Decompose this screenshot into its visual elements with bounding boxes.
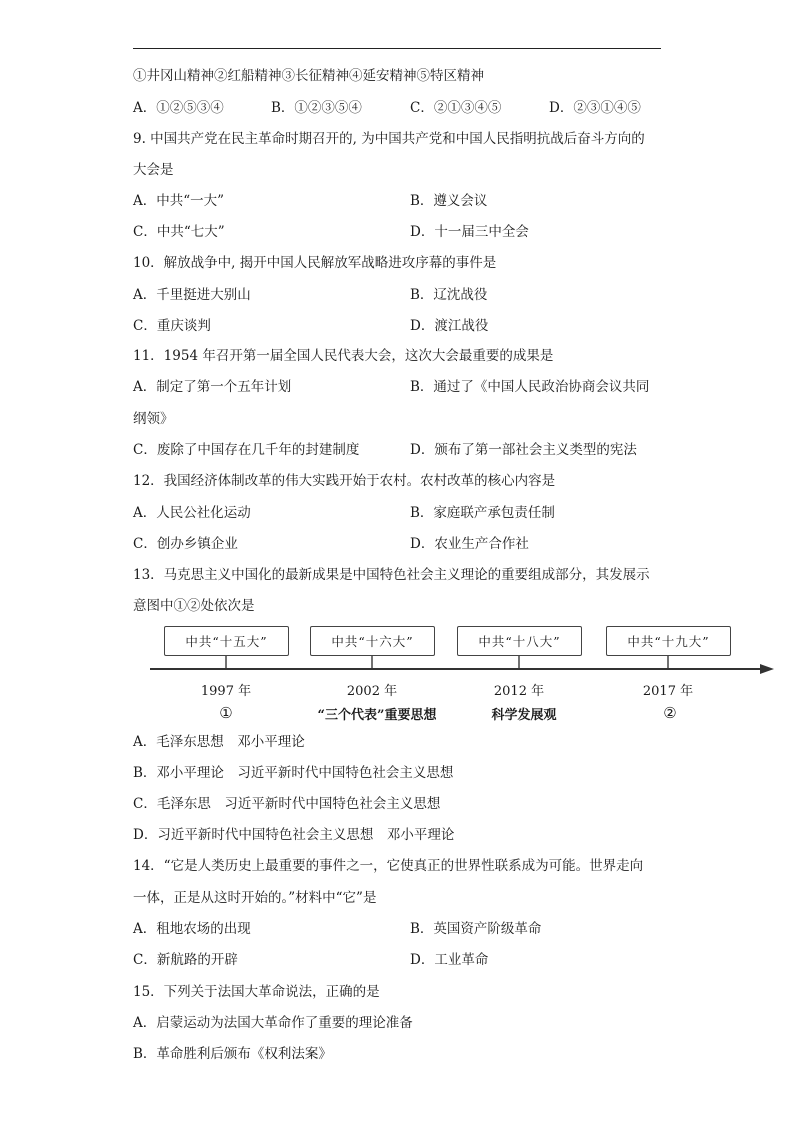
- q8-option-d[interactable]: D．②③①④⑤: [549, 100, 641, 116]
- q13-stem-line1: 13．马克思主义中国化的最新成果是中国特色社会主义理论的重要组成部分，其发展示: [133, 567, 650, 583]
- q11-option-b-line1[interactable]: B．通过了《中国人民政治协商会议共同: [410, 379, 650, 395]
- q13-option-c[interactable]: C．毛泽东思 习近平新时代中国特色社会主义思想: [133, 796, 441, 812]
- timeline-box-16th: 中共“十六大”: [310, 626, 435, 656]
- q12-option-b[interactable]: B．家庭联产承包责任制: [410, 505, 555, 521]
- q11-stem: 11．1954 年召开第一届全国人民代表大会，这次大会最重要的成果是: [133, 348, 554, 364]
- timeline-year-2012: 2012 年: [493, 684, 545, 699]
- q13-stem-line2: 意图中①②处依次是: [133, 598, 255, 614]
- q14-option-d[interactable]: D．工业革命: [410, 952, 489, 968]
- q14-stem-line1: 14．“它是人类历史上最重要的事件之一，它使真正的世界性联系成为可能。世界走向: [133, 858, 644, 874]
- timeline-box-15th: 中共“十五大”: [164, 626, 289, 656]
- q10-option-a[interactable]: A．千里挺进大别山: [133, 287, 251, 303]
- q14-option-b[interactable]: B．英国资产阶级革命: [410, 921, 542, 937]
- q9-stem-line2: 大会是: [133, 162, 174, 178]
- timeline-blank-2: ②: [663, 704, 677, 722]
- q9-stem-line1: 9. 中国共产党在民主革命时期召开的, 为中国共产党和中国人民指明抗战后奋斗方向的: [133, 131, 645, 147]
- q12-option-c[interactable]: C．创办乡镇企业: [133, 536, 238, 552]
- q8-option-c[interactable]: C．②①③④⑤: [410, 100, 502, 116]
- q13-option-b[interactable]: B．邓小平理论 习近平新时代中国特色社会主义思想: [133, 765, 454, 781]
- timeline-label-scientific-development: 科学发展观: [491, 708, 557, 723]
- q9-option-b[interactable]: B．遵义会议: [410, 193, 488, 209]
- q14-stem-line2: 一体，正是从这时开始的。”材料中“它”是: [133, 890, 377, 906]
- q10-stem: 10．解放战争中, 揭开中国人民解放军战略进攻序幕的事件是: [133, 255, 497, 271]
- q10-option-d[interactable]: D．渡江战役: [410, 318, 489, 334]
- q14-option-c[interactable]: C．新航路的开辟: [133, 952, 238, 968]
- timeline-label-three-represents: “三个代表”重要思想: [317, 708, 437, 723]
- q8-option-b[interactable]: B．①②③⑤④: [271, 100, 362, 116]
- timeline-year-2002: 2002 年: [346, 684, 398, 699]
- q9-option-c[interactable]: C．中共“七大”: [133, 224, 225, 240]
- q10-option-c[interactable]: C．重庆谈判: [133, 318, 211, 334]
- q11-option-c[interactable]: C．废除了中国存在几千年的封建制度: [133, 442, 360, 458]
- q10-option-b[interactable]: B．辽沈战役: [410, 287, 488, 303]
- q12-option-a[interactable]: A．人民公社化运动: [133, 505, 251, 521]
- q13-option-a[interactable]: A．毛泽东思想 邓小平理论: [133, 734, 305, 750]
- q15-stem: 15．下列关于法国大革命说法，正确的是: [133, 984, 380, 1000]
- q11-option-b-line2[interactable]: 纲领》: [133, 411, 174, 427]
- timeline-box-18th: 中共“十八大”: [457, 626, 582, 656]
- q12-option-d[interactable]: D．农业生产合作社: [410, 536, 529, 552]
- q13-option-d[interactable]: D．习近平新时代中国特色社会主义思想 邓小平理论: [133, 827, 455, 843]
- q15-option-a[interactable]: A．启蒙运动为法国大革命作了重要的理论准备: [133, 1015, 413, 1031]
- q11-option-d[interactable]: D．颁布了第一部社会主义类型的宪法: [410, 442, 637, 458]
- q8-option-a[interactable]: A．①②⑤③④: [133, 100, 224, 116]
- timeline-blank-1: ①: [219, 704, 233, 722]
- q9-option-a[interactable]: A．中共“一大”: [133, 193, 225, 209]
- q12-stem: 12．我国经济体制改革的伟大实践开始于农村。农村改革的核心内容是: [133, 473, 556, 489]
- timeline-year-1997: 1997 年: [200, 684, 252, 699]
- q15-option-b[interactable]: B．革命胜利后颁布《权利法案》: [133, 1046, 332, 1062]
- q11-option-a[interactable]: A．制定了第一个五年计划: [133, 379, 292, 395]
- q14-option-a[interactable]: A．租地农场的出现: [133, 921, 251, 937]
- timeline-box-19th: 中共“十九大”: [606, 626, 731, 656]
- timeline-year-2017: 2017 年: [642, 684, 694, 699]
- q9-option-d[interactable]: D．十一届三中全会: [410, 224, 529, 240]
- q8-items: ①井冈山精神②红船精神③长征精神④延安精神⑤特区精神: [133, 68, 484, 84]
